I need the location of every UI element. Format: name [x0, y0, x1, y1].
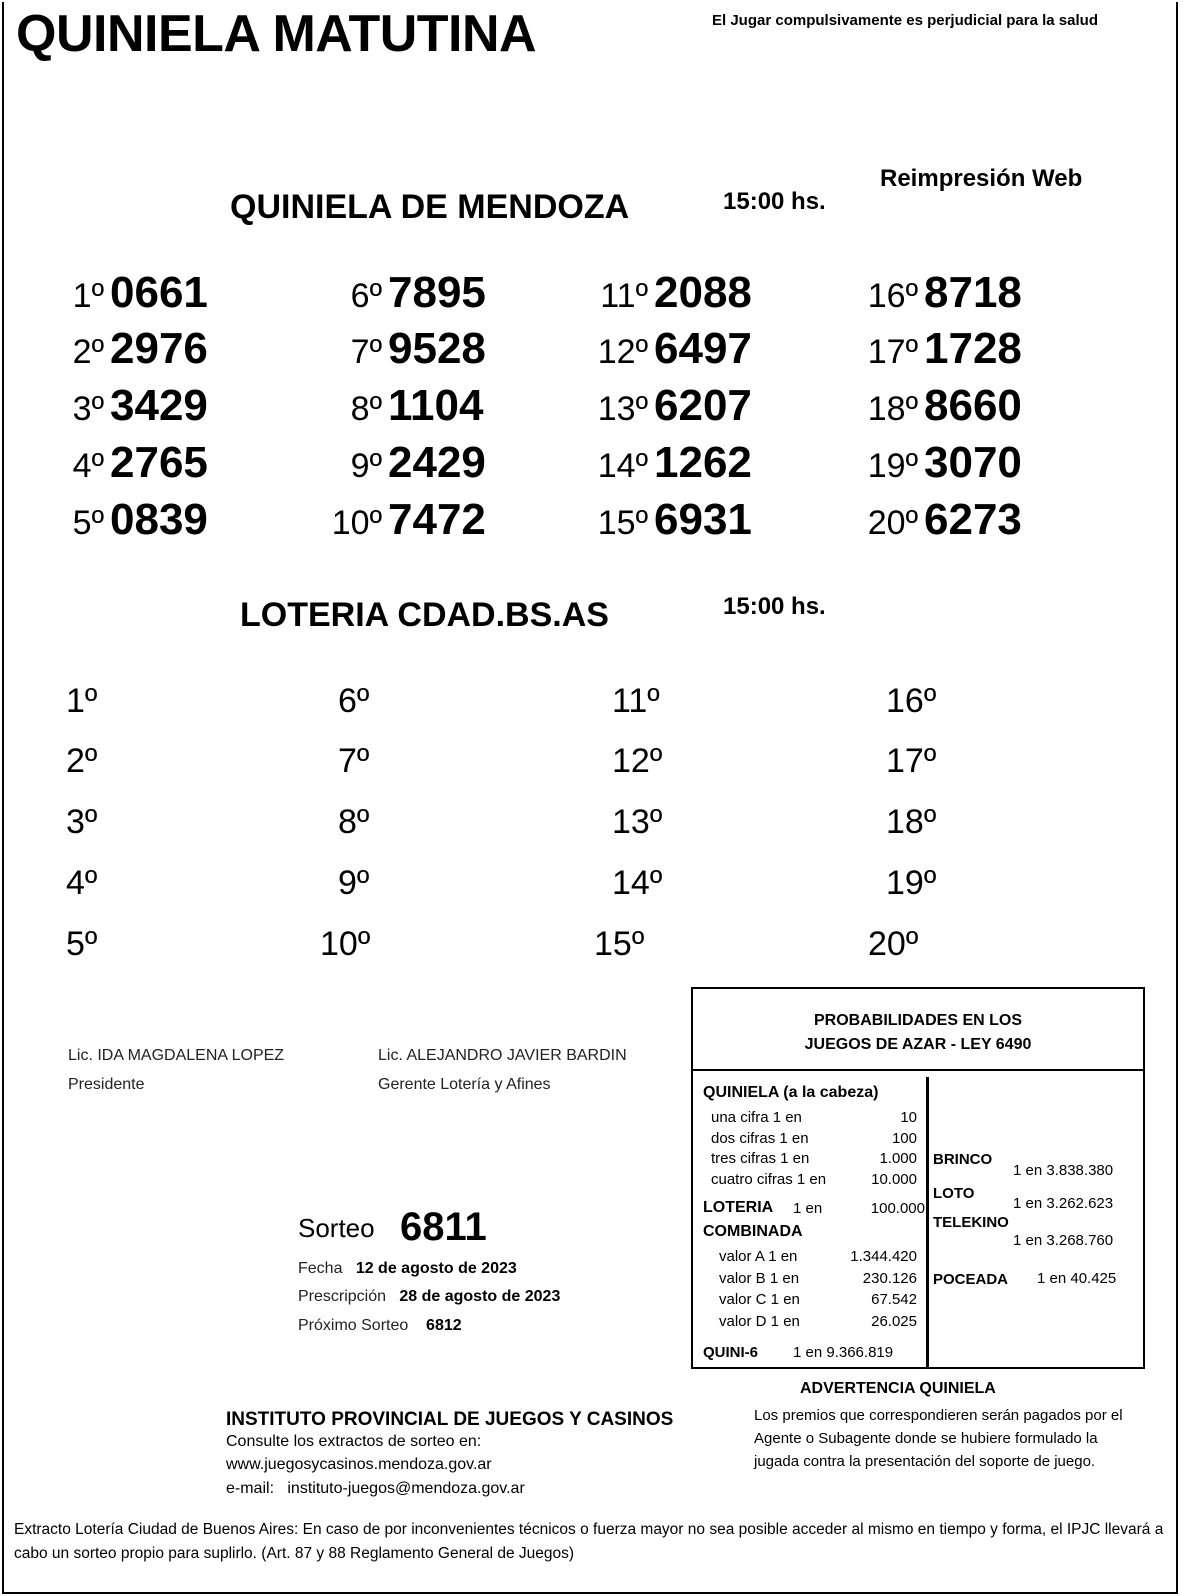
prescripcion-row [298, 1288, 560, 1306]
mendoza-number: 1728 [924, 324, 1022, 373]
combinada-prob-value: 1.344.420 [850, 1248, 917, 1265]
mendoza-result-10 [330, 495, 486, 551]
loteria-position-17: 17º [886, 742, 937, 780]
mendoza-position: 9º [350, 447, 382, 485]
combinada-prob-value: 230.126 [862, 1269, 917, 1287]
loteria-prob-en: 1 en [793, 1200, 823, 1217]
mendoza-result-2 [60, 324, 208, 380]
mendoza-position: 5º [72, 504, 104, 542]
proximo-value: 6812 [426, 1317, 462, 1334]
telekino-prob-value: 1 en 3.268.760 [1013, 1232, 1114, 1249]
fecha-label: Fecha [298, 1260, 343, 1277]
mendoza-result-9 [330, 438, 486, 494]
page-title: QUINIELA MATUTINA [16, 5, 537, 63]
mendoza-position: 1º [72, 277, 104, 315]
mendoza-number: 2765 [110, 438, 208, 487]
mendoza-position: 10º [331, 504, 382, 542]
loteria-position-12: 12º [612, 742, 663, 780]
mendoza-result-14 [596, 438, 752, 494]
institute-email-row [226, 1480, 525, 1498]
mendoza-position: 16º [867, 277, 918, 315]
mendoza-result-20 [866, 495, 1022, 551]
combinada-prob-value: 26.025 [871, 1312, 917, 1330]
mendoza-number: 7472 [388, 495, 486, 544]
quiniela-prob-label: cuatro cifras 1 en [711, 1170, 827, 1188]
loteria-position-11: 11º [612, 682, 660, 720]
brinco-prob-value: 1 en 3.838.380 [1013, 1162, 1114, 1179]
mendoza-result-4 [60, 438, 208, 494]
mendoza-position: 18º [867, 390, 918, 428]
loto-prob-label: LOTO [933, 1185, 975, 1202]
mendoza-result-12 [596, 324, 752, 380]
signature-right-name: Lic. ALEJANDRO JAVIER BARDIN [378, 1047, 627, 1064]
probabilities-divider [926, 1077, 929, 1367]
combinada-prob-label: valor B 1 en [719, 1269, 800, 1287]
mendoza-number: 8660 [924, 381, 1022, 430]
loto-prob-value: 1 en 3.262.623 [1013, 1195, 1114, 1212]
mendoza-result-13 [596, 381, 752, 437]
poceada-prob-label: POCEADA [933, 1271, 1009, 1288]
loteria-position-19: 19º [886, 864, 937, 902]
mendoza-number: 9528 [388, 324, 486, 373]
mendoza-result-17 [866, 324, 1022, 380]
mendoza-number: 7895 [388, 268, 486, 317]
brinco-prob-label: BRINCO [933, 1151, 993, 1168]
combinada-prob-label: valor D 1 en [719, 1312, 800, 1330]
fecha-value: 12 de agosto de 2023 [355, 1260, 517, 1277]
quiniela-prob-value: 1.000 [879, 1150, 917, 1167]
mendoza-result-3 [60, 381, 208, 437]
mendoza-position: 6º [350, 277, 382, 315]
loteria-prob-value: 100.000 [870, 1200, 925, 1217]
mendoza-position: 2º [72, 333, 104, 371]
quiniela-prob-value: 10 [900, 1109, 917, 1126]
institute-email[interactable]: instituto-juegos@mendoza.gov.ar [287, 1480, 525, 1497]
loteria-position-4: 4º [66, 864, 98, 902]
mendoza-position: 20º [867, 504, 918, 542]
mendoza-number: 2088 [654, 268, 752, 317]
combinada-prob-value: 67.542 [871, 1291, 917, 1308]
health-warning: El Jugar compulsivamente es perjudicial para la salud [712, 12, 1098, 29]
mendoza-number: 0661 [110, 268, 208, 317]
loteria-position-3: 3º [66, 803, 98, 841]
loteria-position-8: 8º [338, 803, 370, 841]
loteria-position-20: 20º [868, 925, 919, 963]
signature-left-name: Lic. IDA MAGDALENA LOPEZ [68, 1047, 285, 1064]
mendoza-number: 2429 [388, 438, 486, 487]
institute-line: Consulte los extractos de sorteo en: [226, 1433, 482, 1450]
loteria-position-14: 14º [612, 864, 663, 902]
institute-email-label: e-mail: [226, 1480, 275, 1497]
mendoza-result-18 [866, 381, 1022, 437]
prescripcion-value: 28 de agosto de 2023 [399, 1288, 561, 1305]
mendoza-number: 3070 [924, 438, 1022, 487]
loteria-position-16: 16º [886, 682, 937, 720]
mendoza-position: 11º [600, 277, 648, 315]
quini6-prob-value: 1 en 9.366.819 [793, 1344, 894, 1361]
fecha-row [298, 1260, 517, 1278]
mendoza-number: 6273 [924, 495, 1022, 544]
sorteo-number: 6811 [400, 1205, 487, 1249]
mendoza-result-5 [60, 495, 208, 551]
advertencia-text: Los premios que correspondieren serán pagados por el Agente o Subagente donde se hubiere formulado la jugada contra la presentación del soporte de juego. [754, 1407, 1123, 1470]
loteria-position-7: 7º [338, 742, 370, 780]
mendoza-result-15 [596, 495, 752, 551]
mendoza-number: 0839 [110, 495, 208, 544]
loteria-prob-label: LOTERIA [703, 1199, 774, 1216]
loteria-section-title: LOTERIA CDAD.BS.AS [240, 596, 609, 634]
probabilities-title-1: PROBABILIDADES EN LOS [813, 1012, 1022, 1029]
loteria-time: 15:00 hs. [723, 593, 826, 620]
mendoza-number: 6497 [654, 324, 752, 373]
loteria-position-18: 18º [886, 803, 937, 841]
loteria-position-15: 15º [594, 925, 645, 963]
mendoza-number: 8718 [924, 268, 1022, 317]
sorteo-label: Sorteo [298, 1213, 375, 1243]
combinada-prob-label: valor C 1 en [719, 1291, 800, 1308]
mendoza-position: 19º [867, 447, 918, 485]
mendoza-position: 7º [350, 333, 382, 371]
combinada-prob-title: COMBINADA [703, 1223, 803, 1240]
mendoza-position: 17º [867, 333, 918, 371]
mendoza-number: 1262 [654, 438, 752, 487]
mendoza-position: 13º [597, 390, 648, 428]
mendoza-number: 3429 [110, 381, 208, 430]
loteria-position-13: 13º [612, 803, 663, 841]
prescripcion-label: Prescripción [298, 1288, 387, 1305]
loteria-position-6: 6º [338, 682, 370, 720]
loteria-position-1: 1º [66, 682, 98, 720]
proximo-label: Próximo Sorteo [298, 1317, 409, 1334]
mendoza-result-1 [60, 268, 208, 324]
mendoza-result-7 [330, 324, 486, 380]
quiniela-prob-value: 10.000 [871, 1170, 917, 1188]
mendoza-position: 3º [72, 390, 104, 428]
advertencia-title: ADVERTENCIA QUINIELA [800, 1380, 996, 1397]
probabilities-header [693, 989, 1143, 1071]
mendoza-result-8 [330, 381, 483, 437]
loteria-position-5: 5º [66, 925, 98, 963]
mendoza-number: 6931 [654, 495, 752, 544]
quiniela-prob-label: tres cifras 1 en [711, 1150, 810, 1167]
footer-note: Extracto Lotería Ciudad de Buenos Aires: En caso de por inconvenientes técnicos o fuerza mayor no sea posible acceder al mismo en tiempo y forma, el IPJC llevará a cabo un sorteo propio para suplirlo. (Art. 87 y 88 Reglamento General de Juegos) [14, 1521, 1164, 1562]
quiniela-prob-label: una cifra 1 en [711, 1109, 802, 1126]
mendoza-time: 15:00 hs. [723, 188, 826, 215]
signature-left-role: Presidente [68, 1076, 145, 1093]
institute-title: INSTITUTO PROVINCIAL DE JUEGOS Y CASINOS [226, 1409, 674, 1430]
mendoza-position: 15º [597, 504, 648, 542]
institute-website[interactable]: www.juegosycasinos.mendoza.gov.ar [226, 1456, 492, 1473]
quiniela-prob-label: dos cifras 1 en [711, 1129, 809, 1147]
mendoza-number: 2976 [110, 324, 208, 373]
combinada-prob-label: valor A 1 en [719, 1248, 798, 1265]
mendoza-result-19 [866, 438, 1022, 494]
mendoza-position: 4º [72, 447, 104, 485]
loteria-position-9: 9º [338, 864, 370, 902]
poceada-prob-value: 1 en 40.425 [1037, 1270, 1117, 1287]
quiniela-prob-value: 100 [891, 1129, 917, 1147]
mendoza-number: 6207 [654, 381, 752, 430]
mendoza-result-16 [866, 268, 1022, 324]
proximo-row [298, 1317, 462, 1335]
loteria-position-10: 10º [320, 925, 371, 963]
mendoza-position: 14º [597, 447, 648, 485]
mendoza-result-11 [596, 268, 752, 324]
probabilities-title-2: JUEGOS DE AZAR - LEY 6490 [804, 1036, 1032, 1053]
telekino-prob-label: TELEKINO [933, 1214, 1009, 1231]
quini6-prob-label: QUINI-6 [703, 1344, 759, 1361]
mendoza-position: 12º [597, 333, 648, 371]
mendoza-number: 1104 [388, 381, 484, 430]
loteria-position-2: 2º [66, 742, 98, 780]
probabilities-box [691, 987, 1145, 1369]
mendoza-result-6 [330, 268, 486, 324]
quiniela-prob-title: QUINIELA (a la cabeza) [703, 1084, 879, 1101]
reprint-label: Reimpresión Web [880, 165, 1083, 192]
signature-right-role: Gerente Lotería y Afines [378, 1076, 551, 1093]
mendoza-position: 8º [350, 390, 382, 428]
mendoza-section-title: QUINIELA DE MENDOZA [230, 188, 630, 226]
